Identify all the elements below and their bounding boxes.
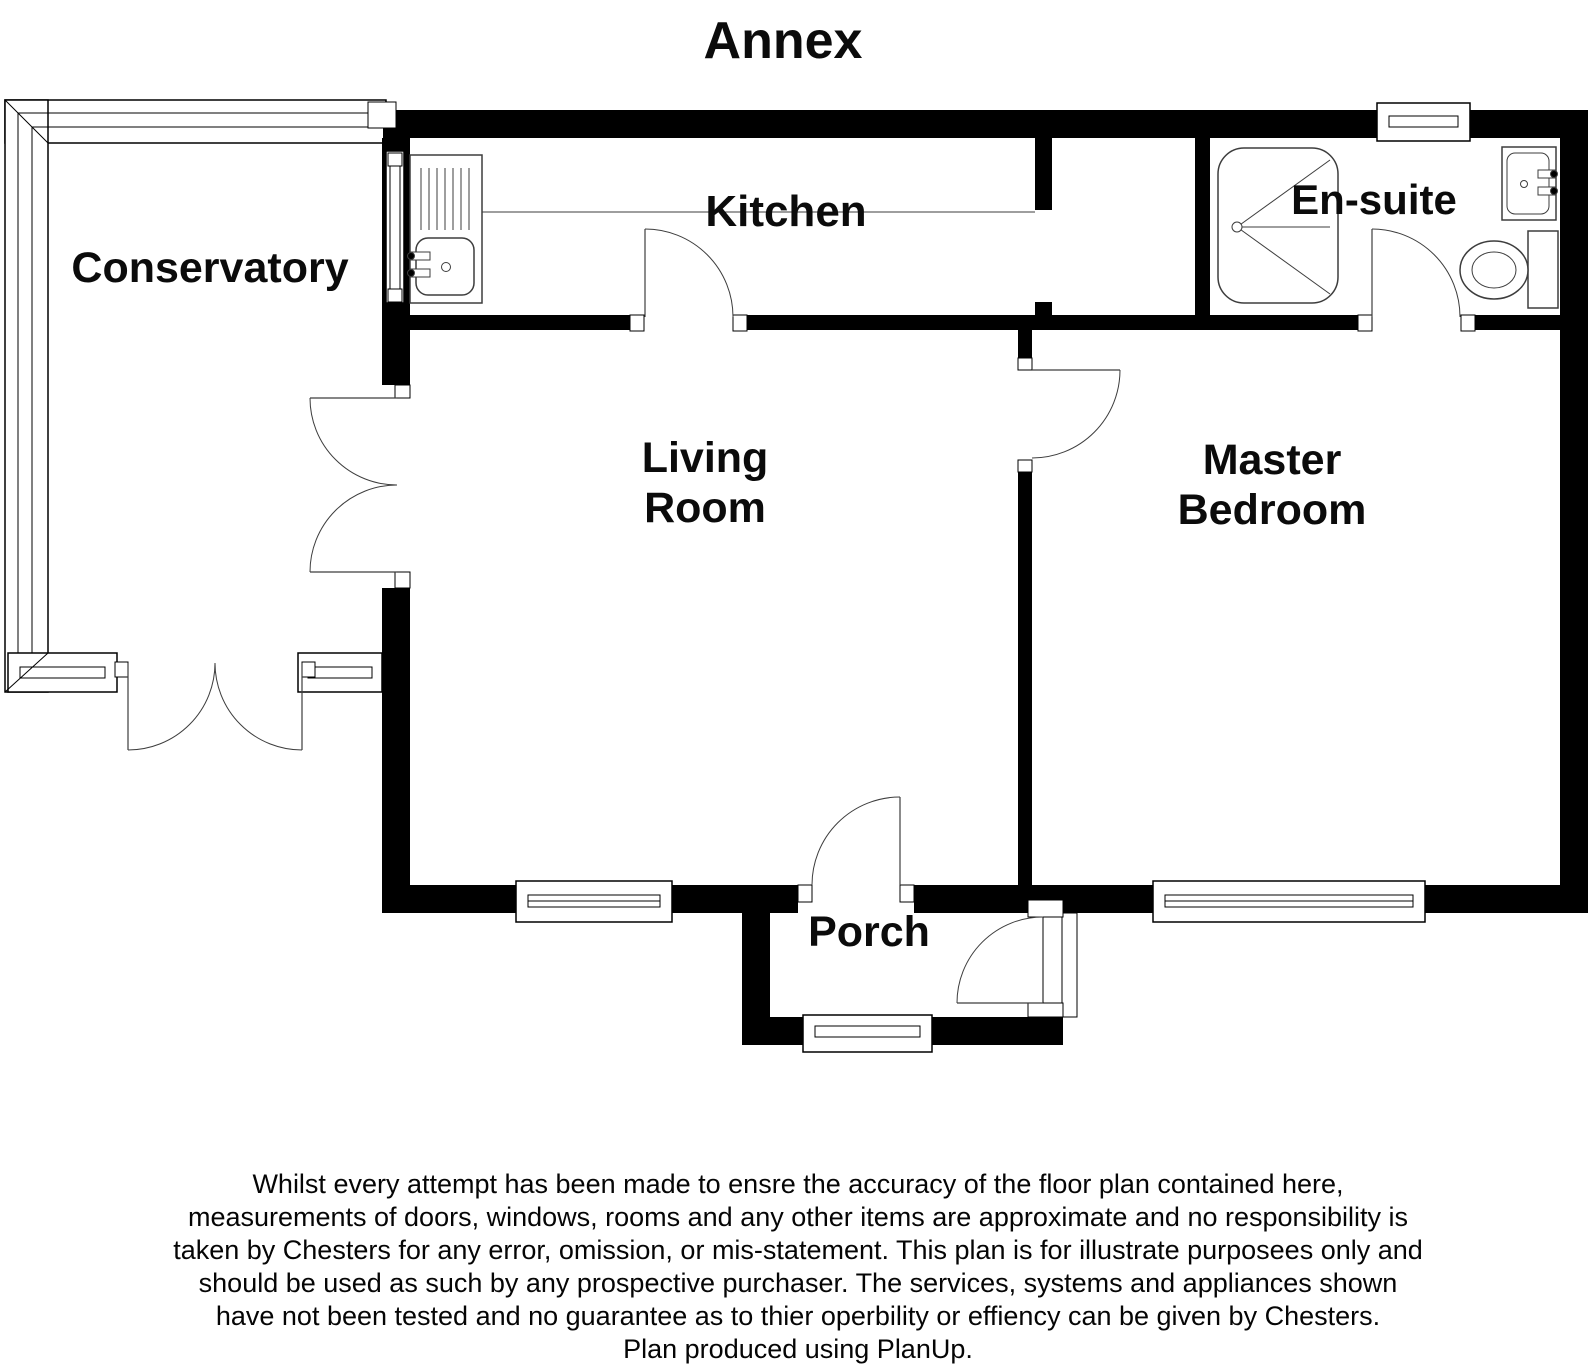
door-jamb bbox=[798, 885, 812, 902]
window-glass bbox=[390, 166, 400, 289]
wall-porch-south-2 bbox=[930, 1017, 1063, 1045]
room-label-ensuite: En-suite bbox=[1291, 176, 1457, 223]
door-jamb bbox=[395, 385, 410, 398]
sink-basin bbox=[416, 238, 474, 295]
door-jamb bbox=[733, 315, 747, 331]
disclaimer-line-1: Whilst every attempt has been made to ensre the accuracy of the floor plan contained here, bbox=[252, 1169, 1344, 1199]
door-jamb bbox=[115, 662, 128, 677]
wall-porch-south-1 bbox=[742, 1017, 805, 1045]
wall-kitchen-south-2 bbox=[747, 315, 1358, 330]
front-door-outer-frame bbox=[1062, 913, 1077, 1017]
wall-bedroom-divider-lower bbox=[1018, 472, 1032, 885]
wall-bedroom-divider-upper bbox=[1018, 330, 1032, 358]
window-glass bbox=[1389, 116, 1458, 127]
room-label-kitchen: Kitchen bbox=[705, 187, 867, 236]
wall-living-south-2 bbox=[670, 885, 798, 913]
basin-bowl bbox=[1507, 153, 1549, 214]
shower-drain bbox=[1232, 222, 1242, 232]
wall-kitchen-nook-stub-bottom bbox=[1035, 302, 1052, 315]
disclaimer-line-3: taken by Chesters for any error, omission, or mis-statement. This plan is for illustrate purposees only and bbox=[173, 1235, 1423, 1265]
front-door-frame-block bbox=[1028, 1003, 1063, 1017]
room-label-living-line1: Living bbox=[641, 434, 769, 482]
room-label-conservatory: Conservatory bbox=[71, 244, 349, 292]
room-label-porch: Porch bbox=[808, 908, 930, 956]
disclaimer-line-4: should be used as such by any prospective purchaser. The services, systems and appliances shown bbox=[198, 1268, 1398, 1298]
toilet-bowl-inner bbox=[1472, 252, 1516, 288]
wall-kitchen-nook-stub-top bbox=[1035, 138, 1052, 210]
wall-living-south-3 bbox=[914, 885, 1033, 913]
window-glass bbox=[20, 667, 105, 678]
wall-ensuite-south bbox=[1475, 315, 1560, 330]
toilet-cistern bbox=[1528, 231, 1558, 308]
tap-handle bbox=[1551, 171, 1558, 178]
window-glass bbox=[815, 1026, 920, 1037]
window-end-block bbox=[388, 153, 402, 166]
door-jamb bbox=[1018, 460, 1032, 472]
front-door-frame-block bbox=[1028, 900, 1063, 917]
door-jamb bbox=[900, 885, 914, 902]
wash-basin bbox=[1502, 147, 1558, 220]
disclaimer-line-2: measurements of doors, windows, rooms and any other items are approximate and no responsibility is bbox=[187, 1202, 1409, 1232]
wall-west-lower bbox=[382, 588, 410, 885]
conservatory-left-wall bbox=[5, 100, 48, 692]
door-jamb bbox=[1358, 315, 1372, 331]
wall-bedroom-south-2 bbox=[1425, 885, 1588, 913]
wall-kitchen-south-1 bbox=[405, 315, 630, 330]
door-jamb bbox=[630, 315, 644, 331]
wall-ensuite-west bbox=[1195, 138, 1210, 315]
tap-handle bbox=[1551, 188, 1558, 195]
tap-handle bbox=[408, 253, 415, 260]
window-glass bbox=[308, 667, 372, 678]
wall-right bbox=[1560, 110, 1588, 913]
window-end-block bbox=[388, 289, 402, 302]
room-label-living-line2: Room bbox=[644, 484, 766, 532]
door-jamb bbox=[1018, 358, 1032, 370]
tap-handle bbox=[408, 270, 415, 277]
disclaimer-line-5: have not been tested and no guarantee as to thier operbility or effiency can be given by Chesters. bbox=[215, 1301, 1381, 1331]
door-jamb bbox=[302, 662, 315, 677]
kitchen-sink bbox=[408, 155, 483, 303]
door-jamb bbox=[395, 572, 410, 588]
room-label-master-line2: Bedroom bbox=[1177, 486, 1367, 534]
plan-title: Annex bbox=[703, 12, 863, 70]
disclaimer-line-6: Plan produced using PlanUp. bbox=[623, 1334, 973, 1364]
conservatory-wall-end-cap bbox=[368, 102, 396, 128]
front-door-threshold bbox=[1043, 917, 1062, 1003]
door-jamb bbox=[1461, 315, 1475, 331]
shower bbox=[1218, 148, 1338, 303]
conservatory-top-wall bbox=[5, 100, 386, 143]
wall-living-south-1 bbox=[382, 885, 518, 913]
room-label-master-line1: Master bbox=[1202, 436, 1342, 484]
